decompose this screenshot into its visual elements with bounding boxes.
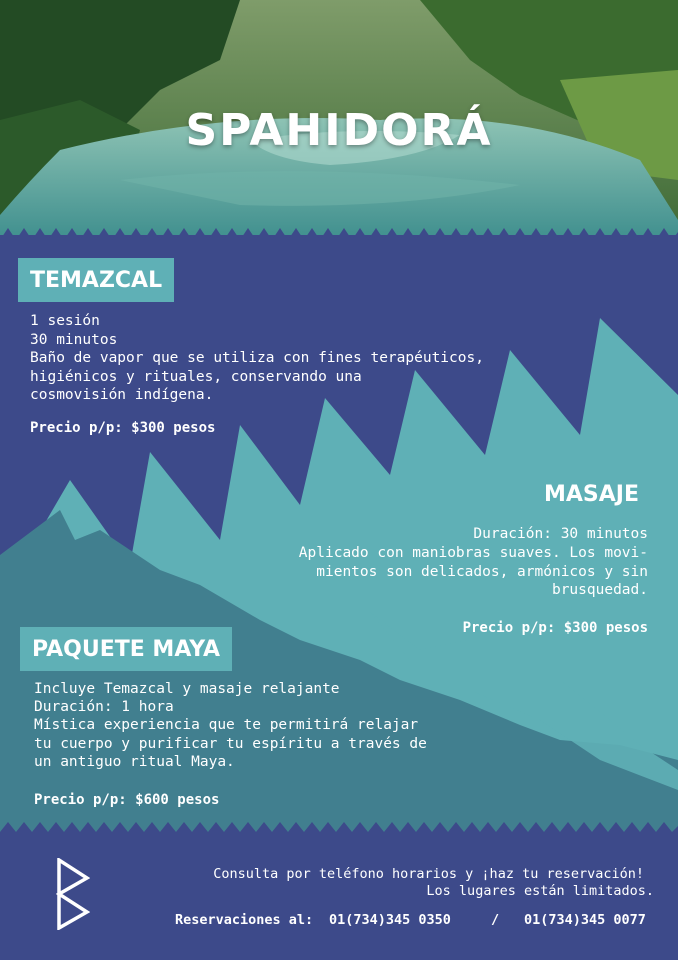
masaje-heading: MASAJE (532, 472, 651, 516)
reservations-label: Reservaciones al: (175, 912, 314, 928)
paquete-line: Mística experiencia que te permitirá relajar (34, 717, 419, 733)
temazcal-heading: TEMAZCAL (18, 258, 174, 302)
masaje-line: mientos son delicados, armónicos y sin (316, 564, 648, 580)
masaje-line: brusquedad. (551, 582, 648, 598)
paquete-line: Incluye Temazcal y masaje relajante (34, 681, 340, 697)
paquete-maya-price: Precio p/p: $600 pesos (34, 792, 220, 808)
paquete-line: tu cuerpo y purificar tu espíritu a través de (34, 736, 427, 752)
footer-notice: Consulta por teléfono horarios y ¡haz tu reservación! (213, 866, 644, 882)
temazcal-line: 30 minutos (30, 332, 118, 348)
temazcal-price: Precio p/p: $300 pesos (30, 420, 216, 436)
temazcal-line: Baño de vapor que se utiliza con fines terapéuticos, (30, 350, 484, 366)
phone-number-1[interactable]: 01(734)345 0350 (329, 912, 451, 928)
page-title: SPAHIDORÁ (185, 105, 493, 156)
masaje-line: Duración: 30 minutos (473, 526, 648, 542)
phone-separator: / (491, 912, 500, 928)
temazcal-line: higiénicos y rituales, conservando una (30, 369, 362, 385)
temazcal-line: 1 sesión (30, 313, 100, 329)
footer-notice-limited: Los lugares están limitados. (426, 883, 654, 899)
paquete-line: Duración: 1 hora (34, 699, 174, 715)
temazcal-line: cosmovisión indígena. (30, 387, 214, 403)
paquete-maya-heading: PAQUETE MAYA (20, 627, 232, 671)
phone-number-2[interactable]: 01(734)345 0077 (524, 912, 646, 928)
paquete-line: un antiguo ritual Maya. (34, 754, 235, 770)
masaje-line: Aplicado con maniobras suaves. Los movi- (298, 545, 648, 561)
logo-mark-icon (56, 858, 90, 930)
masaje-price: Precio p/p: $300 pesos (462, 620, 648, 636)
